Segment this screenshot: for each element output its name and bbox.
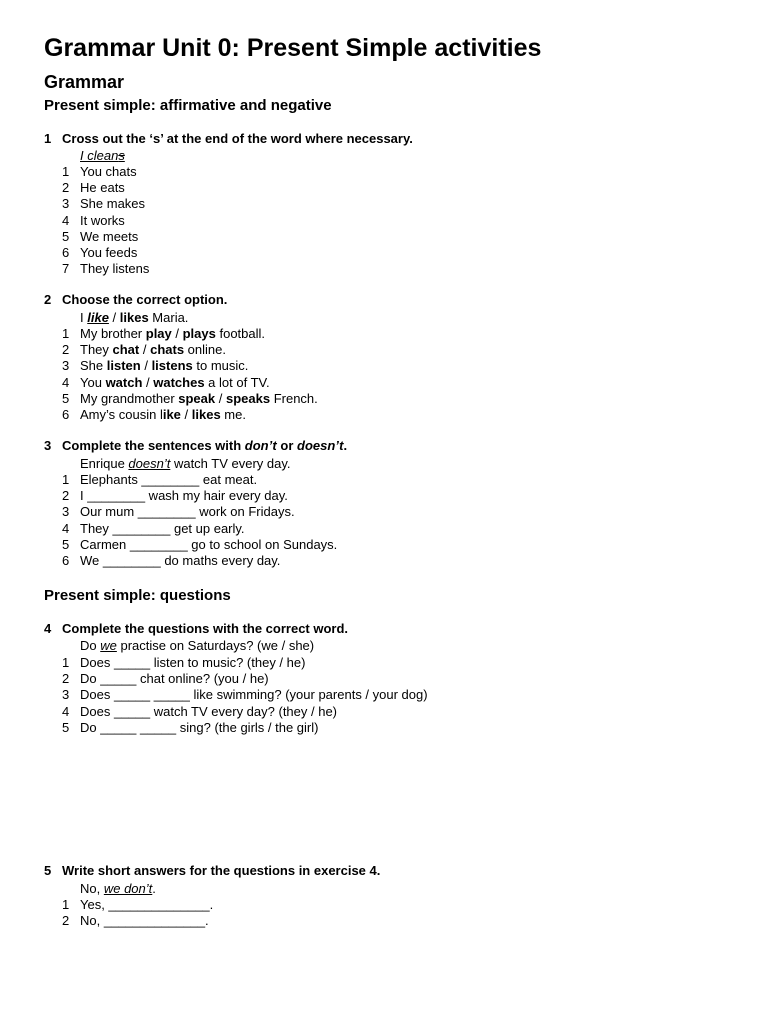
item-text: French. bbox=[270, 390, 318, 406]
item-text: a lot of TV. bbox=[204, 374, 270, 390]
list-item bbox=[62, 229, 138, 245]
exercise-number: 2 bbox=[44, 292, 52, 307]
option-b: plays bbox=[182, 326, 216, 341]
item-text: We ________ do maths every day. bbox=[80, 553, 281, 568]
item-number: 2 bbox=[62, 180, 70, 196]
subsection-heading-affirmative: Present simple: affirmative and negative bbox=[44, 97, 332, 114]
crossed-out-s: s bbox=[118, 148, 125, 163]
list-item bbox=[62, 358, 248, 374]
item-text: They listens bbox=[80, 261, 150, 277]
item-number: 3 bbox=[62, 358, 70, 374]
example-answer: we bbox=[100, 638, 117, 653]
example-answer: doesn’t bbox=[128, 456, 171, 471]
exercise-instruction: Write short answers for the questions in exercise 4. bbox=[62, 863, 381, 878]
exercise-4-example bbox=[80, 638, 314, 654]
exercise-3-example bbox=[80, 456, 291, 472]
item-number: 6 bbox=[62, 407, 70, 422]
item-text: My brother bbox=[80, 326, 146, 341]
list-item bbox=[62, 164, 137, 180]
item-text: No, ______________. bbox=[80, 913, 209, 929]
list-item bbox=[62, 213, 125, 229]
item-text: Does _____ listen to music? (they / he) bbox=[80, 655, 306, 670]
item-text: Carmen ________ go to school on Sundays. bbox=[80, 536, 338, 552]
item-number: 6 bbox=[62, 245, 70, 260]
item-number: 1 bbox=[62, 655, 70, 670]
item-text: You chats bbox=[80, 164, 137, 179]
list-item bbox=[62, 720, 318, 736]
list-item bbox=[62, 537, 337, 553]
item-text: She makes bbox=[80, 196, 146, 212]
exercise-instruction: Choose the correct option. bbox=[62, 292, 228, 307]
exercise-number: 4 bbox=[44, 621, 52, 636]
item-number: 1 bbox=[62, 897, 70, 912]
exercise-5-example bbox=[80, 881, 156, 897]
item-number: 5 bbox=[62, 719, 70, 735]
list-item bbox=[62, 504, 295, 520]
option-a: ike bbox=[162, 407, 181, 422]
item-text: They bbox=[80, 342, 113, 358]
item-number: 3 bbox=[62, 687, 70, 703]
example-text: Enrique bbox=[80, 456, 129, 471]
option-b: listens bbox=[151, 358, 193, 374]
option-separator: / bbox=[108, 310, 120, 325]
item-text: Does _____ _____ like swimming? (your parents / your dog) bbox=[80, 687, 428, 703]
item-text: me. bbox=[220, 407, 246, 422]
item-number: 3 bbox=[62, 196, 70, 212]
option-b: speaks bbox=[225, 390, 271, 406]
list-item bbox=[62, 913, 209, 929]
example-text: watch TV every day. bbox=[170, 456, 291, 471]
option-separator: / bbox=[215, 390, 226, 406]
list-item bbox=[62, 180, 125, 196]
item-number: 1 bbox=[62, 472, 70, 487]
item-number: 4 bbox=[62, 703, 70, 719]
exercise-2-example bbox=[80, 310, 188, 326]
example-text: No, bbox=[80, 881, 104, 896]
example-text: Do bbox=[80, 638, 101, 653]
item-number: 4 bbox=[62, 520, 70, 536]
exercise-number: 1 bbox=[44, 131, 52, 146]
example-word: I clean bbox=[80, 148, 119, 163]
example-answer: like bbox=[87, 310, 109, 325]
option-b: watches bbox=[153, 374, 205, 390]
option-a: watch bbox=[105, 374, 143, 390]
item-number: 2 bbox=[62, 671, 70, 687]
item-number: 2 bbox=[62, 342, 70, 358]
item-number: 1 bbox=[62, 326, 70, 341]
item-text: You feeds bbox=[80, 245, 138, 260]
exercise-5-heading bbox=[44, 863, 380, 879]
list-item bbox=[62, 261, 149, 277]
list-item bbox=[62, 391, 318, 407]
item-text: Yes, ______________. bbox=[80, 897, 214, 912]
example-answer: we don’t bbox=[103, 881, 153, 896]
list-item bbox=[62, 245, 137, 261]
item-number: 4 bbox=[62, 374, 70, 390]
option-separator: / bbox=[139, 342, 151, 358]
option-b: likes bbox=[191, 407, 221, 422]
item-text: My grandmother bbox=[80, 390, 179, 406]
list-item bbox=[62, 704, 337, 720]
item-number: 4 bbox=[62, 212, 70, 228]
page-title: Grammar Unit 0: Present Simple activities bbox=[44, 34, 542, 62]
exercise-3-heading bbox=[44, 438, 347, 454]
item-text: I ________ wash my hair every day. bbox=[80, 488, 288, 504]
list-item bbox=[62, 521, 245, 537]
item-text: She bbox=[80, 358, 107, 374]
list-item bbox=[62, 553, 280, 569]
item-text: You bbox=[80, 374, 106, 390]
item-number: 5 bbox=[62, 536, 70, 552]
list-item bbox=[62, 375, 270, 391]
option-a: listen bbox=[106, 358, 141, 374]
item-text: We meets bbox=[80, 228, 139, 244]
instruction-word: don’t bbox=[244, 438, 277, 453]
item-text: Do _____ chat online? (you / he) bbox=[80, 671, 269, 687]
item-text: Does _____ watch TV every day? (they / he) bbox=[80, 703, 338, 719]
exercise-instruction: . bbox=[343, 438, 348, 453]
item-text: online. bbox=[184, 342, 226, 358]
list-item bbox=[62, 407, 246, 423]
item-text: football. bbox=[215, 326, 266, 341]
exercise-number: 3 bbox=[44, 438, 52, 453]
option-a: speak bbox=[178, 390, 216, 406]
example-text: Maria. bbox=[148, 310, 189, 325]
exercise-number: 5 bbox=[44, 863, 52, 878]
option-separator: / bbox=[140, 358, 152, 374]
exercise-1-example bbox=[80, 148, 125, 164]
section-heading: Grammar bbox=[44, 72, 125, 92]
exercise-instruction: Complete the questions with the correct word. bbox=[62, 621, 349, 636]
example-text: . bbox=[152, 881, 156, 896]
list-item bbox=[62, 655, 305, 671]
option-a: chat bbox=[112, 342, 140, 358]
item-number: 7 bbox=[62, 261, 70, 277]
exercise-4-heading bbox=[44, 621, 348, 637]
item-number: 5 bbox=[62, 390, 70, 406]
item-text: to music. bbox=[192, 358, 249, 374]
item-text: They ________ get up early. bbox=[80, 520, 245, 536]
item-number: 2 bbox=[62, 488, 70, 504]
example-option: likes bbox=[119, 310, 149, 325]
exercise-instruction: Cross out the ‘s’ at the end of the word where necessary. bbox=[62, 131, 413, 146]
exercise-2-heading bbox=[44, 292, 227, 308]
option-separator: / bbox=[171, 326, 183, 341]
list-item bbox=[62, 196, 145, 212]
exercise-instruction: Complete the sentences with bbox=[62, 438, 245, 453]
list-item bbox=[62, 488, 288, 504]
exercise-instruction: or bbox=[276, 438, 297, 453]
item-text: Do _____ _____ sing? (the girls / the girl) bbox=[80, 719, 319, 735]
example-text: I bbox=[80, 310, 88, 325]
list-item bbox=[62, 671, 269, 687]
list-item bbox=[62, 472, 257, 488]
item-text: He eats bbox=[80, 180, 125, 196]
option-separator: / bbox=[142, 374, 154, 390]
item-text: Our mum ________ work on Fridays. bbox=[80, 504, 295, 520]
item-number: 6 bbox=[62, 553, 70, 568]
item-text: It works bbox=[80, 212, 125, 228]
subsection-heading-questions: Present simple: questions bbox=[44, 587, 231, 604]
option-b: chats bbox=[150, 342, 185, 358]
item-number: 5 bbox=[62, 228, 70, 244]
example-text: practise on Saturdays? (we / she) bbox=[116, 638, 315, 653]
instruction-word: doesn’t bbox=[297, 438, 344, 453]
option-separator: / bbox=[180, 407, 192, 422]
item-number: 2 bbox=[62, 913, 70, 929]
exercise-1-heading bbox=[44, 131, 413, 147]
item-text: Amy’s cousin l bbox=[80, 407, 163, 422]
item-text: Elephants ________ eat meat. bbox=[80, 472, 258, 487]
list-item bbox=[62, 326, 265, 342]
option-a: play bbox=[145, 326, 172, 341]
item-number: 3 bbox=[62, 504, 70, 520]
list-item bbox=[62, 342, 226, 358]
item-number: 1 bbox=[62, 164, 70, 179]
list-item bbox=[62, 897, 213, 913]
list-item bbox=[62, 687, 428, 703]
